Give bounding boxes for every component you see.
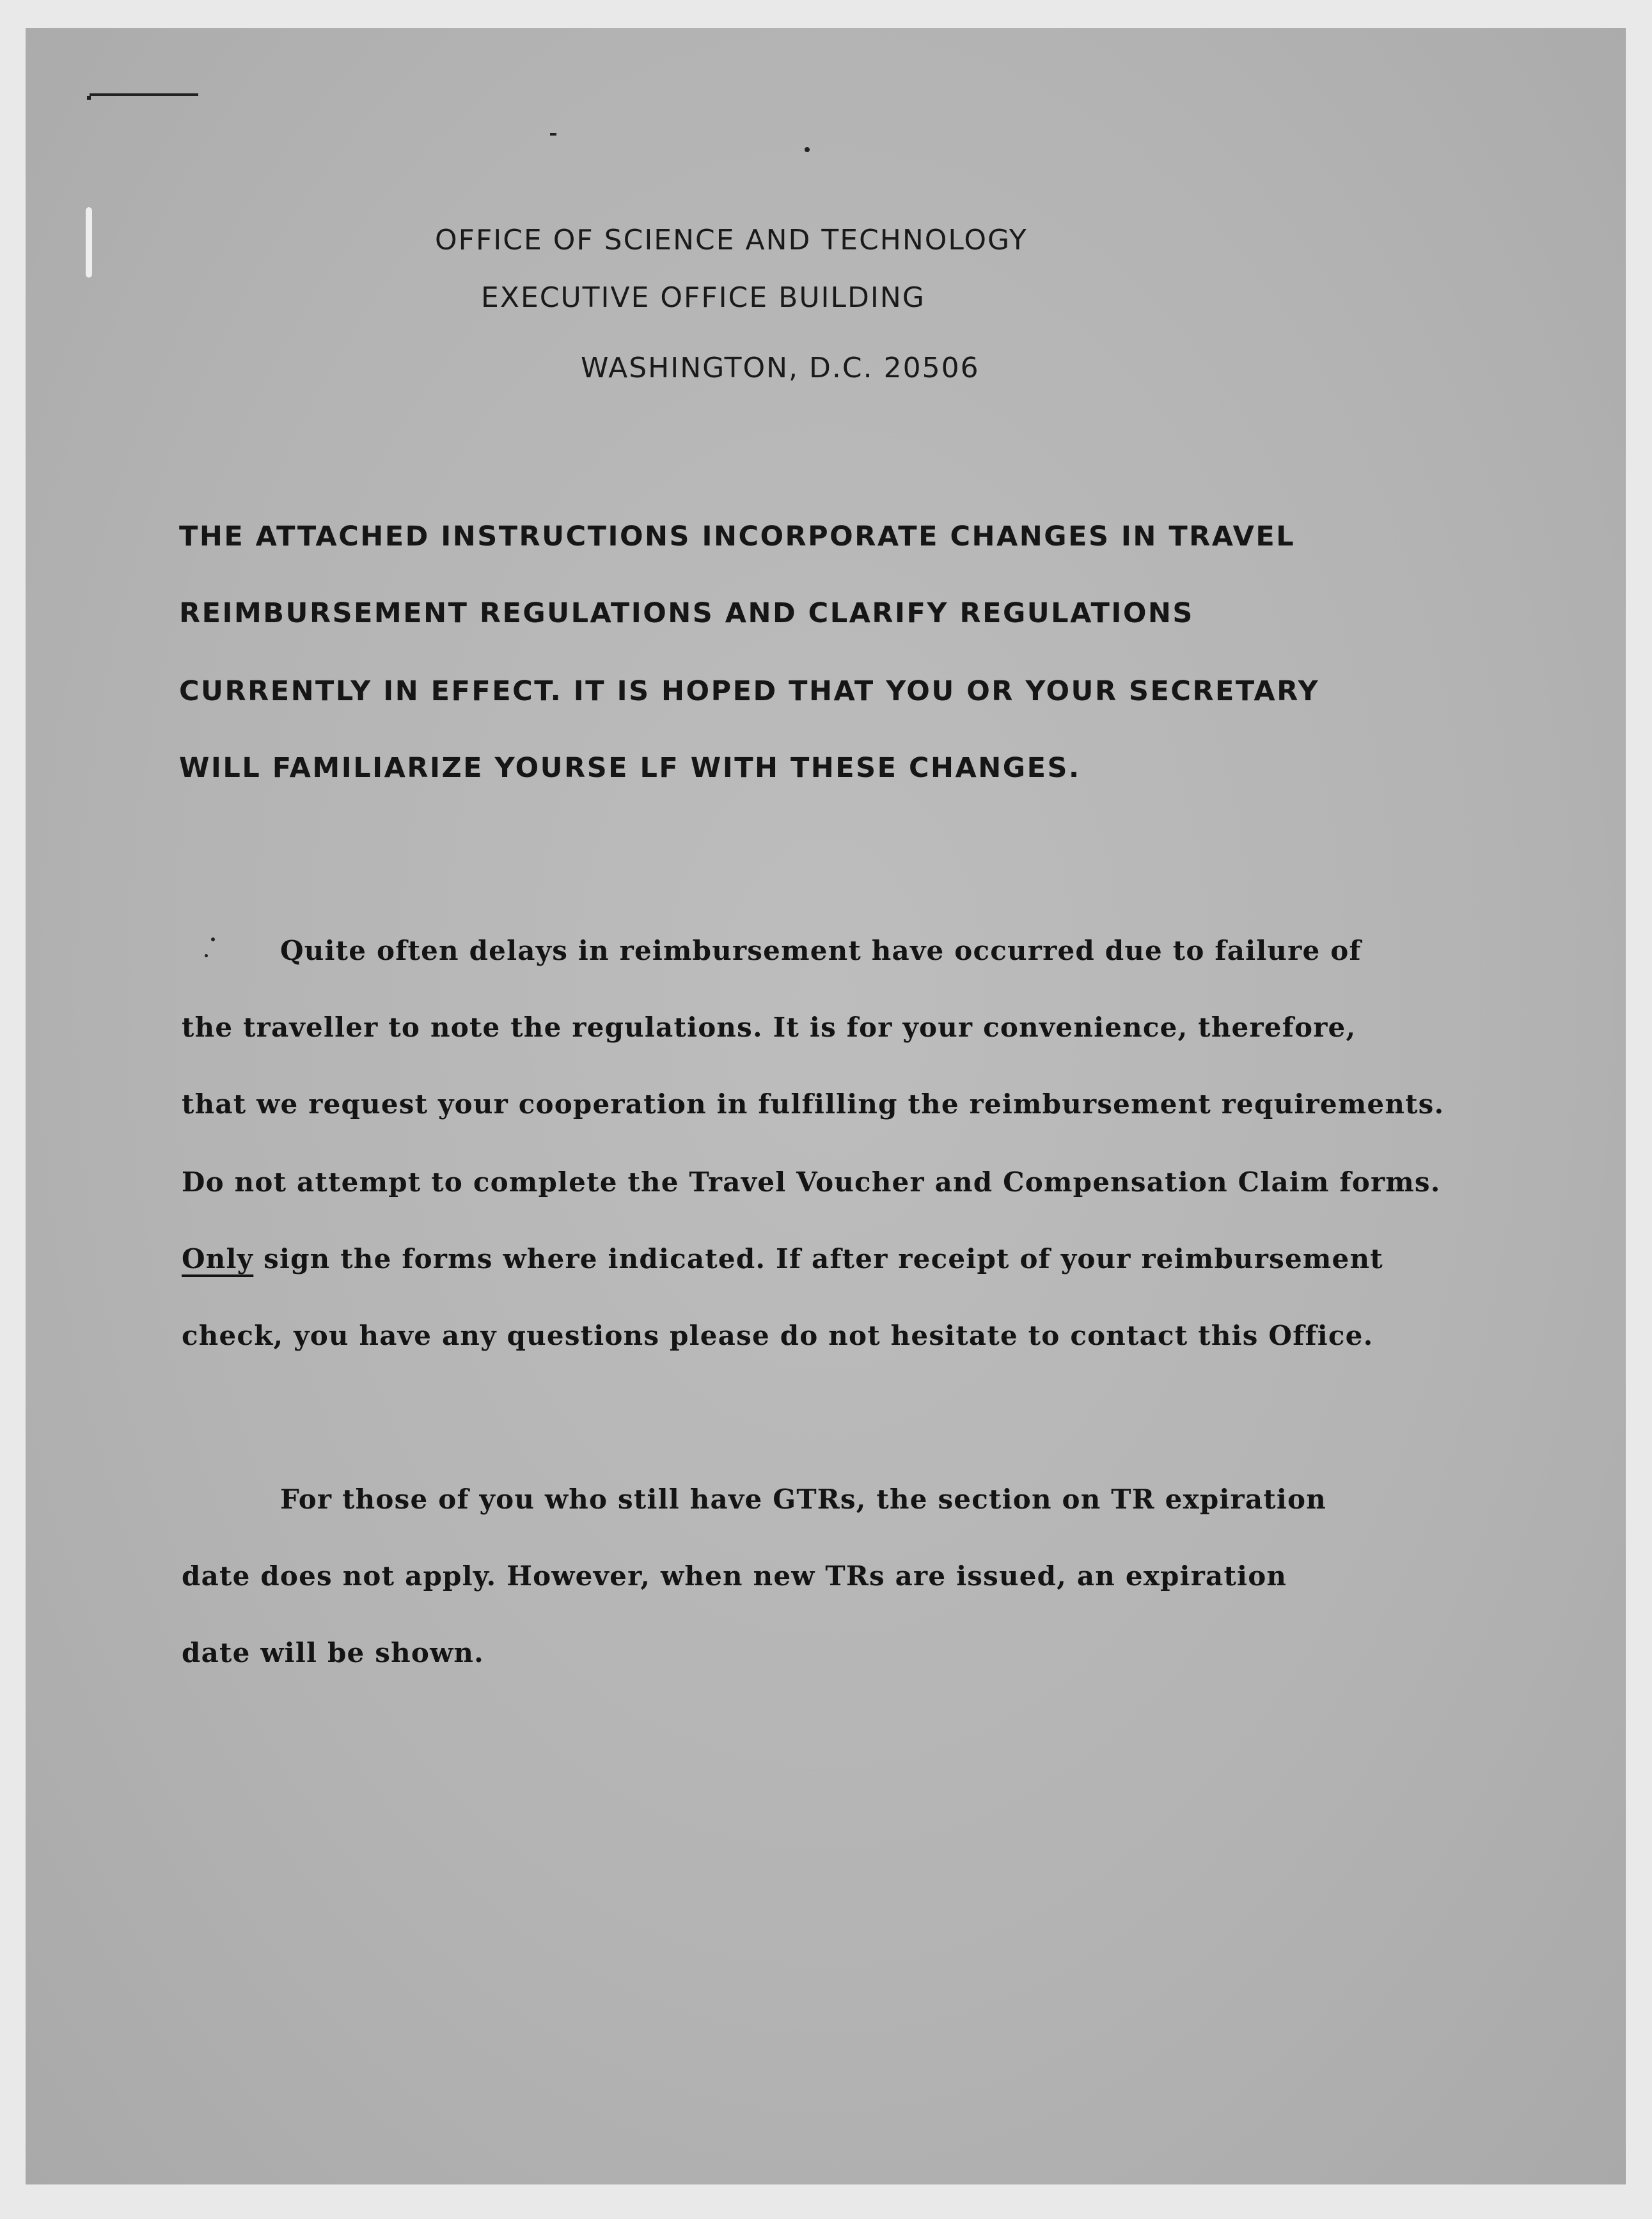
paragraph1-line: Quite often delays in reimbursement have occurred due to failure of xyxy=(280,935,1362,966)
paragraph1-line-rest: sign the forms where indicated. If after receipt of your reimbursement xyxy=(253,1243,1383,1274)
letterhead-building: EXECUTIVE OFFICE BUILDING xyxy=(481,281,925,314)
paragraph2-line: For those of you who still have GTRs, the section on TR expiration xyxy=(280,1484,1327,1515)
scan-mark-edge xyxy=(86,207,92,278)
scan-mark-speck xyxy=(550,133,556,136)
letterhead-office: OFFICE OF SCIENCE AND TECHNOLOGY xyxy=(435,224,1028,256)
paragraph1-line: the traveller to note the regulations. It is for your convenience, therefore, xyxy=(182,1012,1357,1043)
scan-mark-speck xyxy=(211,937,215,941)
notice-line: WILL FAMILIARIZE YOURSE LF WITH THESE CHANGES. xyxy=(179,752,1081,784)
paragraph2-line: date will be shown. xyxy=(182,1637,484,1668)
paragraph1-line xyxy=(182,1243,1383,1274)
paragraph1-line: that we request your cooperation in fulfilling the reimbursement requirements. xyxy=(182,1088,1445,1120)
paragraph2-line: date does not apply. However, when new TRs are issued, an expiration xyxy=(182,1560,1287,1592)
notice-line: REIMBURSEMENT REGULATIONS AND CLARIFY REGULATIONS xyxy=(179,597,1194,629)
scan-mark-speck xyxy=(205,954,208,957)
notice-line: CURRENTLY IN EFFECT. IT IS HOPED THAT YOU OR YOUR SECRETARY xyxy=(179,675,1320,707)
letterhead-address: WASHINGTON, D.C. 20506 xyxy=(581,352,980,384)
document-page xyxy=(26,28,1626,2184)
paragraph1-line: check, you have any questions please do not hesitate to contact this Office. xyxy=(182,1320,1374,1351)
emphasis-only: Only xyxy=(182,1243,254,1274)
scan-mark-tick xyxy=(87,96,91,100)
scan-mark-speck xyxy=(805,147,810,152)
notice-line: THE ATTACHED INSTRUCTIONS INCORPORATE CHANGES IN TRAVEL xyxy=(179,521,1296,553)
scan-mark-dash xyxy=(90,93,198,96)
paragraph1-line: Do not attempt to complete the Travel Voucher and Compensation Claim forms. xyxy=(182,1166,1441,1198)
